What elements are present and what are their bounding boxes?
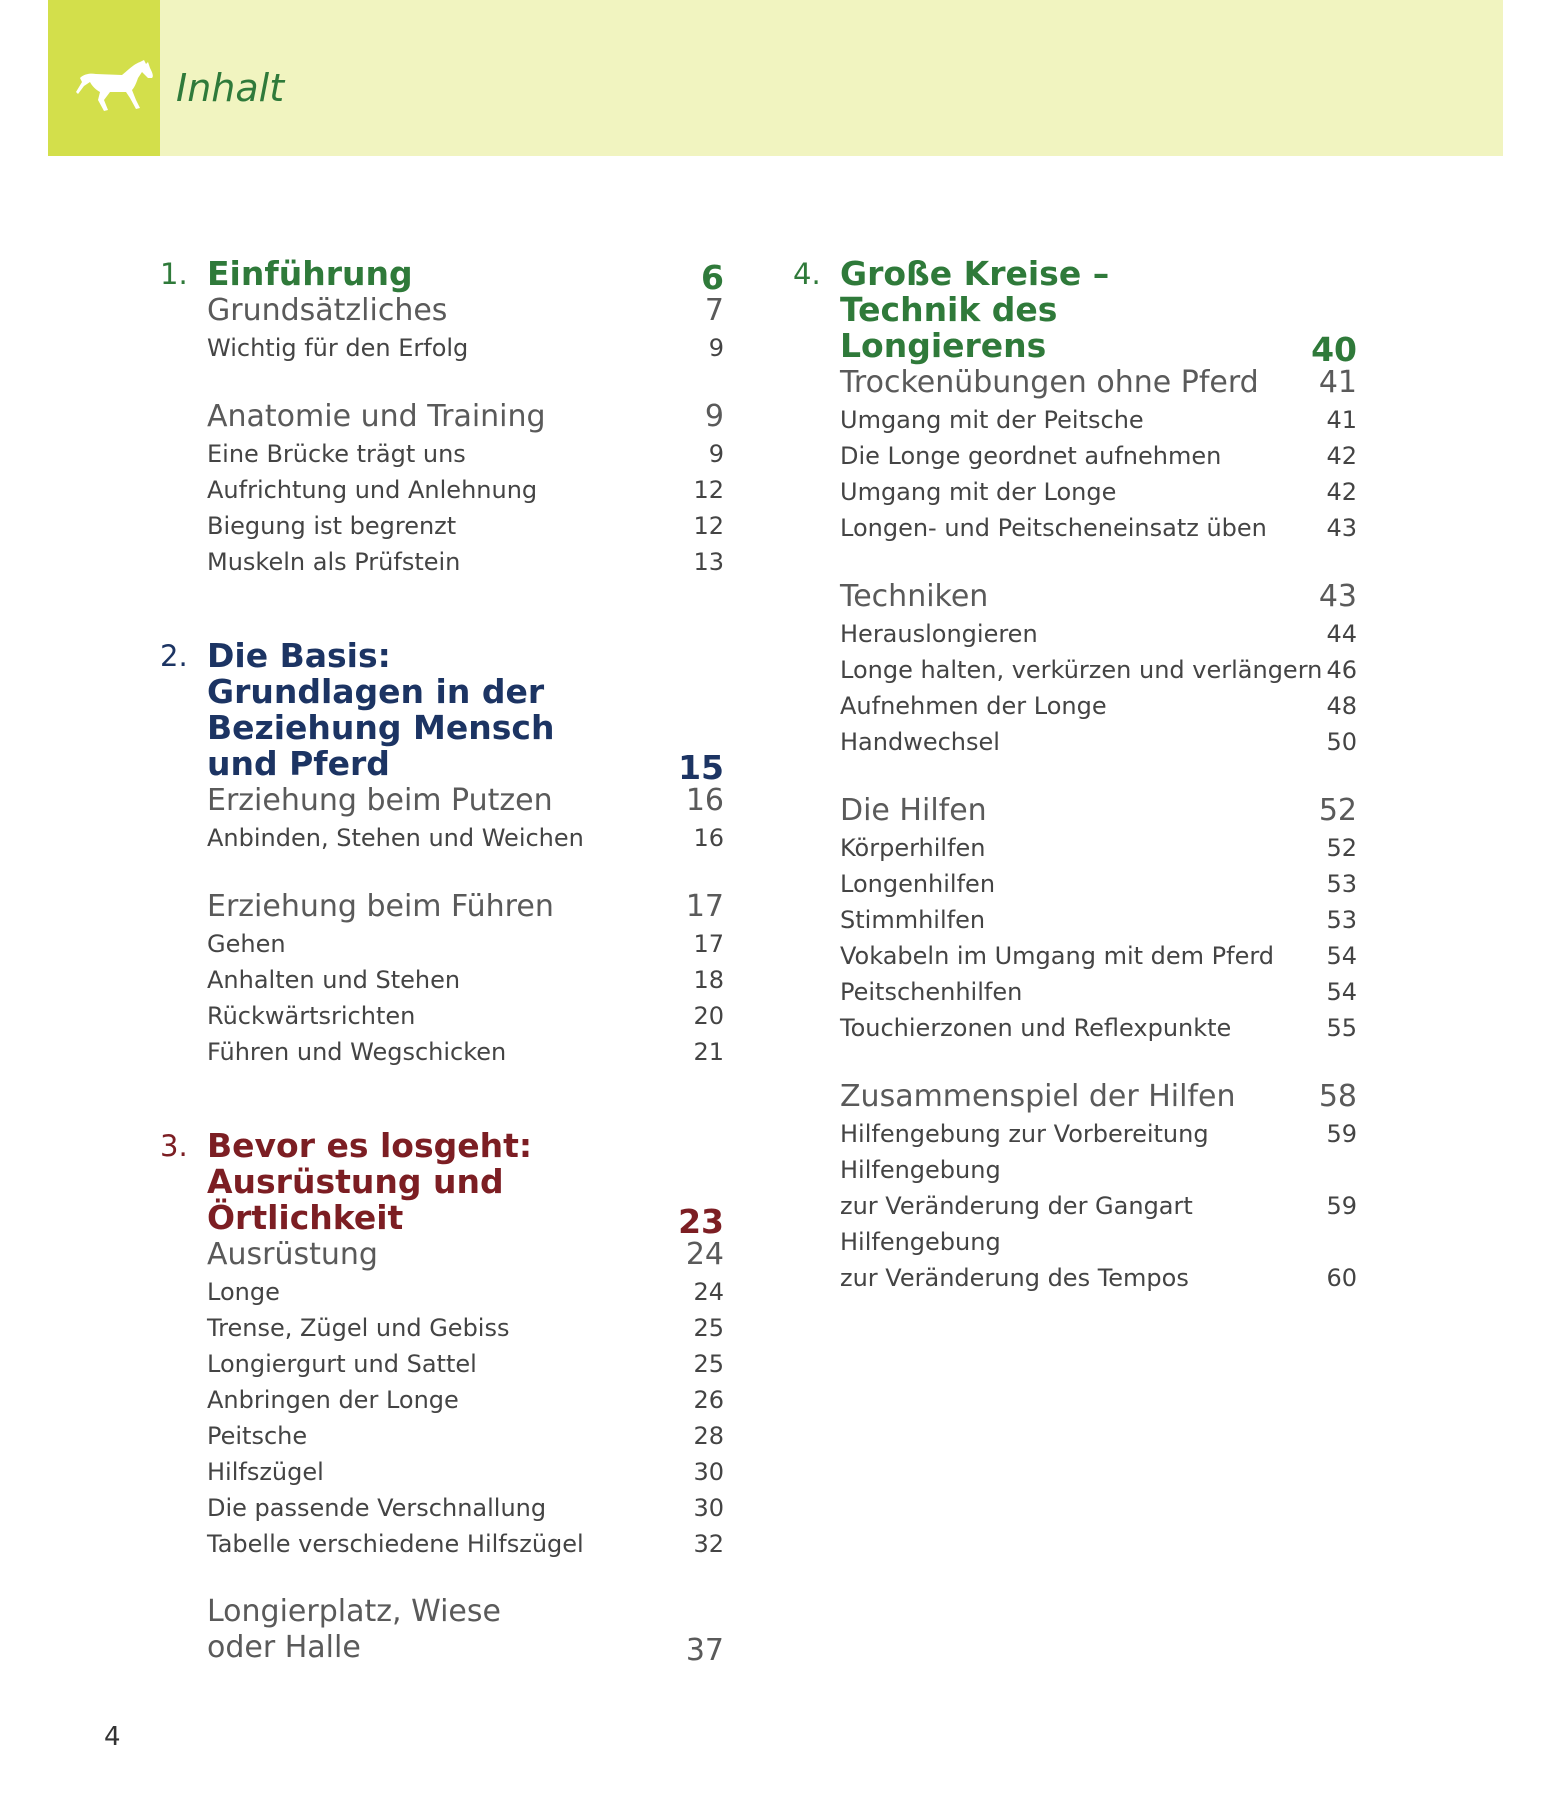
chapter-number: 4. (793, 257, 821, 291)
entry-page: 16 (693, 824, 724, 852)
horse-icon (74, 56, 160, 114)
entry-page: 13 (693, 548, 724, 576)
chapter-title: Große Kreise – Technik des Longierens (840, 254, 1110, 365)
toc-section[interactable] (840, 792, 1363, 830)
toc-entry[interactable] (840, 724, 1363, 760)
entry-title: Anbringen der Longe (207, 1386, 459, 1414)
entry-title: Vokabeln im Umgang mit dem Pferd (840, 942, 1275, 970)
header-band (48, 0, 1503, 156)
toc-entry[interactable] (840, 866, 1363, 902)
entry-page: 32 (693, 1530, 724, 1558)
entry-title: Die passende Verschnallung (207, 1494, 547, 1522)
section-page: 9 (704, 399, 724, 434)
section-title: Zusammenspiel der Hilfen (840, 1079, 1236, 1114)
entry-page: 50 (1326, 728, 1357, 756)
toc-entry[interactable] (207, 1346, 730, 1382)
toc-entry[interactable] (207, 1034, 730, 1070)
toc-chapter-2[interactable] (160, 636, 730, 787)
toc-section[interactable] (207, 398, 730, 436)
entry-page: 42 (1326, 442, 1357, 470)
page-title: Inhalt (176, 66, 285, 110)
page-number: 4 (104, 1722, 121, 1752)
toc-entry[interactable] (207, 436, 730, 472)
section-page: 16 (685, 783, 724, 818)
toc-section[interactable] (840, 578, 1363, 616)
entry-title: Touchierzonen und Reflexpunkte (840, 1014, 1232, 1042)
toc-entry[interactable] (840, 510, 1363, 546)
toc-section[interactable] (840, 1078, 1363, 1116)
toc-entry[interactable] (840, 1188, 1363, 1224)
entry-title: Peitsche (207, 1422, 308, 1450)
entry-title: Hilfengebung zur Vorbereitung (840, 1120, 1209, 1148)
toc-chapter-4[interactable] (793, 254, 1363, 369)
toc-entry[interactable] (840, 1260, 1363, 1296)
entry-title: Aufnehmen der Longe (840, 692, 1107, 720)
entry-page: 42 (1326, 478, 1357, 506)
header-accent-tab (48, 0, 160, 156)
toc-section[interactable] (207, 782, 730, 820)
entry-page: 60 (1326, 1264, 1357, 1292)
toc-column-right (793, 256, 1363, 1296)
chapter-title: Einführung (207, 254, 413, 293)
entry-page: 55 (1326, 1014, 1357, 1042)
entry-page: 54 (1326, 942, 1357, 970)
section-title: Erziehung beim Putzen (207, 783, 553, 818)
toc-entry[interactable] (840, 652, 1363, 688)
entry-title: Longenhilfen (840, 870, 996, 898)
chapter-number: 3. (160, 1129, 188, 1163)
toc-section[interactable] (207, 1236, 730, 1274)
entry-title: Longiergurt und Sattel (207, 1350, 477, 1378)
section-page: 24 (685, 1237, 724, 1272)
toc-section[interactable] (840, 364, 1363, 402)
toc-entry[interactable] (207, 998, 730, 1034)
chapter-number: 2. (160, 639, 188, 673)
entry-page: 59 (1326, 1192, 1357, 1220)
entry-page: 30 (693, 1494, 724, 1522)
entry-page: 24 (693, 1278, 724, 1306)
entry-title: Longe (207, 1278, 280, 1306)
section-title: Anatomie und Training (207, 399, 546, 434)
section-title: Techniken (840, 579, 989, 614)
toc-section[interactable] (207, 292, 730, 330)
toc-entry[interactable] (207, 1382, 730, 1418)
entry-title: Gehen (207, 930, 286, 958)
entry-title: Stimmhilfen (840, 906, 986, 934)
entry-title: Biegung ist begrenzt (207, 512, 457, 540)
entry-page: 28 (693, 1422, 724, 1450)
section-page: 43 (1318, 579, 1357, 614)
toc-section[interactable] (207, 1594, 730, 1666)
entry-page: 9 (708, 334, 724, 362)
toc-entry[interactable] (840, 974, 1363, 1010)
toc-entry[interactable] (207, 1418, 730, 1454)
toc-entry[interactable] (840, 938, 1363, 974)
toc-entry[interactable] (207, 1490, 730, 1526)
entry-page: 21 (693, 1038, 724, 1066)
chapter-page: 23 (678, 1202, 724, 1241)
toc-entry[interactable] (207, 472, 730, 508)
toc-entry[interactable] (207, 1526, 730, 1562)
toc-entry[interactable] (207, 1454, 730, 1490)
entry-page: 25 (693, 1314, 724, 1342)
chapter-title: Bevor es losgeht: Ausrüstung und Örtlichkeit (207, 1126, 533, 1237)
section-page: 37 (685, 1633, 724, 1668)
entry-page: 54 (1326, 978, 1357, 1006)
section-title: Grundsätzliches (207, 293, 448, 328)
toc-entry[interactable] (207, 820, 730, 856)
entry-title: Wichtig für den Erfolg (207, 334, 469, 362)
entry-page: 26 (693, 1386, 724, 1414)
entry-title: Hilfengebung (840, 1228, 1001, 1256)
toc-entry[interactable] (207, 508, 730, 544)
entry-title: Trense, Zügel und Gebiss (207, 1314, 510, 1342)
section-page: 41 (1318, 365, 1357, 400)
entry-page: 41 (1326, 406, 1357, 434)
entry-title: zur Veränderung des Tempos (840, 1264, 1189, 1292)
chapter-title: Die Basis: Grundlagen in der Beziehung Mensch und Pferd (207, 636, 555, 783)
toc-entry[interactable] (207, 544, 730, 580)
section-title: Ausrüstung (207, 1237, 378, 1272)
toc-entry[interactable] (840, 402, 1363, 438)
toc-section[interactable] (207, 888, 730, 926)
entry-page: 53 (1326, 870, 1357, 898)
toc-entry[interactable] (207, 1310, 730, 1346)
toc-entry[interactable] (840, 438, 1363, 474)
entry-page: 20 (693, 1002, 724, 1030)
entry-title: Longe halten, verkürzen und verlängern (840, 656, 1323, 684)
toc-entry[interactable] (207, 962, 730, 998)
section-title: Trockenübungen ohne Pferd (840, 365, 1259, 400)
toc-entry[interactable] (840, 830, 1363, 866)
entry-page: 59 (1326, 1120, 1357, 1148)
toc-entry[interactable] (840, 1010, 1363, 1046)
entry-page: 48 (1326, 692, 1357, 720)
section-title: Erziehung beim Führen (207, 889, 554, 924)
entry-title: Körperhilfen (840, 834, 986, 862)
chapter-page: 6 (701, 258, 724, 297)
entry-title: Herauslongieren (840, 620, 1038, 648)
section-page: 58 (1318, 1079, 1357, 1114)
chapter-page: 40 (1311, 330, 1357, 369)
entry-page: 52 (1326, 834, 1357, 862)
toc-entry[interactable] (840, 616, 1363, 652)
section-page: 52 (1318, 793, 1357, 828)
toc-chapter-1[interactable] (160, 254, 730, 297)
entry-page: 43 (1326, 514, 1357, 542)
toc-entry[interactable] (840, 1152, 1363, 1188)
entry-title: Die Longe geordnet aufnehmen (840, 442, 1222, 470)
entry-title: Handwechsel (840, 728, 1000, 756)
toc-column-left (160, 256, 730, 1666)
section-title: Die Hilfen (840, 793, 987, 828)
section-page: 7 (704, 293, 724, 328)
entry-title: Anbinden, Stehen und Weichen (207, 824, 584, 852)
entry-page: 12 (693, 476, 724, 504)
entry-title: Anhalten und Stehen (207, 966, 461, 994)
entry-title: Hilfengebung (840, 1156, 1001, 1184)
toc-entry[interactable] (840, 1224, 1363, 1260)
entry-page: 25 (693, 1350, 724, 1378)
entry-title: Muskeln als Prüfstein (207, 548, 461, 576)
section-title: Longierplatz, Wiese oder Halle (207, 1594, 501, 1665)
toc-chapter-3[interactable] (160, 1126, 730, 1241)
chapter-number: 1. (160, 257, 188, 291)
entry-page: 17 (693, 930, 724, 958)
entry-title: Longen- und Peitscheneinsatz üben (840, 514, 1267, 542)
entry-page: 12 (693, 512, 724, 540)
entry-title: Peitschenhilfen (840, 978, 1023, 1006)
entry-title: Rückwärtsrichten (207, 1002, 416, 1030)
toc-entry[interactable] (840, 688, 1363, 724)
entry-title: zur Veränderung der Gangart (840, 1192, 1193, 1220)
toc-entry[interactable] (207, 330, 730, 366)
entry-page: 9 (708, 440, 724, 468)
entry-page: 30 (693, 1458, 724, 1486)
entry-title: Führen und Wegschicken (207, 1038, 507, 1066)
toc-entry[interactable] (840, 902, 1363, 938)
entry-title: Hilfszügel (207, 1458, 324, 1486)
entry-title: Umgang mit der Longe (840, 478, 1117, 506)
entry-page: 44 (1326, 620, 1357, 648)
toc-entry[interactable] (840, 474, 1363, 510)
entry-title: Umgang mit der Peitsche (840, 406, 1144, 434)
chapter-page: 15 (678, 748, 724, 787)
entry-title: Tabelle verschiedene Hilfszügel (207, 1530, 584, 1558)
toc-entry[interactable] (207, 1274, 730, 1310)
entry-title: Eine Brücke trägt uns (207, 440, 466, 468)
entry-page: 18 (693, 966, 724, 994)
toc-entry[interactable] (840, 1116, 1363, 1152)
toc-entry[interactable] (207, 926, 730, 962)
entry-page: 53 (1326, 906, 1357, 934)
section-page: 17 (685, 889, 724, 924)
entry-page: 46 (1326, 656, 1357, 684)
entry-title: Aufrichtung und Anlehnung (207, 476, 538, 504)
